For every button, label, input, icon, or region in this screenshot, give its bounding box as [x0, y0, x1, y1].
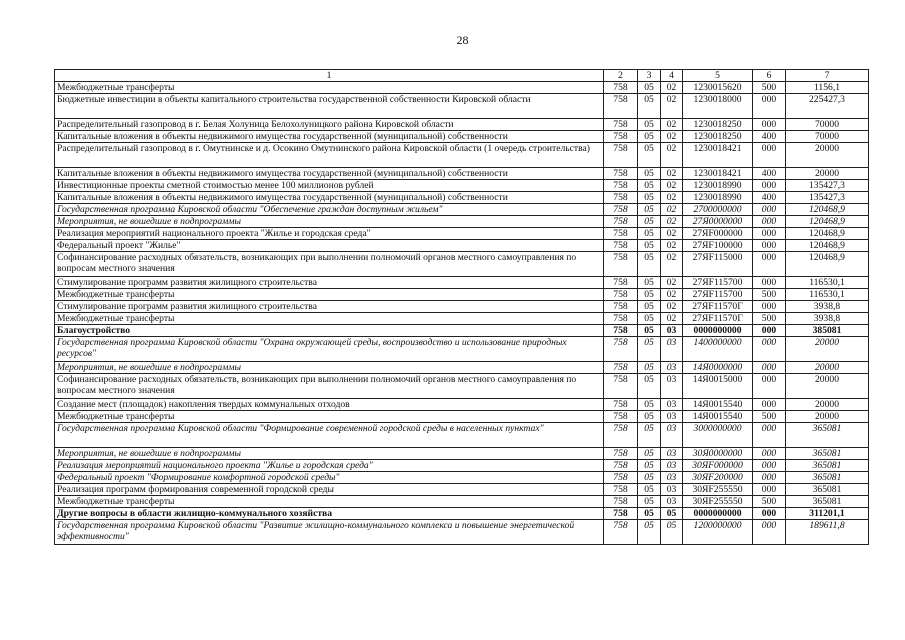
amount-cell: 365081	[786, 496, 869, 508]
amount-cell: 385081	[786, 325, 869, 337]
subsection-cell: 02	[661, 228, 683, 240]
admin-code-cell: 758	[604, 399, 638, 411]
expense-type-cell: 000	[753, 216, 786, 228]
table-row	[55, 143, 869, 168]
column-header: 3	[638, 70, 661, 82]
amount-cell: 116530,1	[786, 289, 869, 301]
subsection-cell: 03	[661, 411, 683, 423]
row-name-cell: Государственная программа Кировской области "Развитие жилищно-коммунального комплекса и повышение энергетической эффективности"	[55, 520, 604, 545]
expense-type-cell: 000	[753, 399, 786, 411]
section-cell: 05	[638, 301, 661, 313]
target-article-cell: 1400000000	[683, 337, 753, 362]
row-name-cell: Государственная программа Кировской области "Обеспечение граждан доступным жильем"	[55, 204, 604, 216]
subsection-cell: 03	[661, 460, 683, 472]
expense-type-cell: 000	[753, 508, 786, 520]
amount-cell: 70000	[786, 119, 869, 131]
section-cell: 05	[638, 204, 661, 216]
row-name-cell: Бюджетные инвестиции в объекты капитального строительства государственной собственности Кировской области	[55, 94, 604, 119]
admin-code-cell: 758	[604, 423, 638, 448]
expense-type-cell: 500	[753, 289, 786, 301]
admin-code-cell: 758	[604, 289, 638, 301]
subsection-cell: 02	[661, 143, 683, 168]
target-article-cell: 27ЯF115700	[683, 289, 753, 301]
table-row	[55, 289, 869, 301]
section-cell: 05	[638, 362, 661, 374]
column-header: 7	[786, 70, 869, 82]
target-article-cell: 30Я0000000	[683, 448, 753, 460]
target-article-cell: 27ЯF115000	[683, 252, 753, 277]
target-article-cell: 30ЯF200000	[683, 472, 753, 484]
target-article-cell: 14Я0015000	[683, 374, 753, 399]
amount-cell: 70000	[786, 131, 869, 143]
table-row	[55, 520, 869, 545]
section-cell: 05	[638, 448, 661, 460]
admin-code-cell: 758	[604, 374, 638, 399]
expense-type-cell: 000	[753, 277, 786, 289]
subsection-cell: 02	[661, 204, 683, 216]
row-name-cell: Межбюджетные трансферты	[55, 82, 604, 94]
amount-cell: 20000	[786, 362, 869, 374]
section-cell: 05	[638, 228, 661, 240]
table-row	[55, 399, 869, 411]
section-cell: 05	[638, 520, 661, 545]
section-cell: 05	[638, 325, 661, 337]
amount-cell: 120468,9	[786, 204, 869, 216]
row-name-cell: Капитальные вложения в объекты недвижимого имущества государственной (муниципальной) собственности	[55, 168, 604, 180]
subsection-cell: 02	[661, 301, 683, 313]
row-name-cell: Мероприятия, не вошедшие в подпрограммы	[55, 448, 604, 460]
expense-type-cell: 000	[753, 337, 786, 362]
row-name-cell: Федеральный проект "Формирование комфортной городской среды"	[55, 472, 604, 484]
subsection-cell: 02	[661, 289, 683, 301]
row-name-cell: Федеральный проект "Жилье"	[55, 240, 604, 252]
subsection-cell: 03	[661, 325, 683, 337]
amount-cell: 120468,9	[786, 240, 869, 252]
admin-code-cell: 758	[604, 337, 638, 362]
table-row	[55, 374, 869, 399]
expense-type-cell: 500	[753, 496, 786, 508]
row-name-cell: Реализация мероприятий национального проекта "Жилье и городская среда"	[55, 460, 604, 472]
target-article-cell: 1230018250	[683, 119, 753, 131]
section-cell: 05	[638, 472, 661, 484]
admin-code-cell: 758	[604, 168, 638, 180]
expense-type-cell: 000	[753, 460, 786, 472]
admin-code-cell: 758	[604, 362, 638, 374]
column-header: 5	[683, 70, 753, 82]
amount-cell: 189611,8	[786, 520, 869, 545]
subsection-cell: 02	[661, 240, 683, 252]
target-article-cell: 14Я0015540	[683, 411, 753, 423]
admin-code-cell: 758	[604, 82, 638, 94]
subsection-cell: 03	[661, 337, 683, 362]
admin-code-cell: 758	[604, 216, 638, 228]
expense-type-cell: 000	[753, 448, 786, 460]
expense-type-cell: 500	[753, 411, 786, 423]
row-name-cell: Государственная программа Кировской области "Охрана окружающей среды, воспроизводство и использование природных ресурсов"	[55, 337, 604, 362]
target-article-cell: 27ЯF100000	[683, 240, 753, 252]
admin-code-cell: 758	[604, 460, 638, 472]
table-row	[55, 216, 869, 228]
section-cell: 05	[638, 216, 661, 228]
target-article-cell: 27ЯF11570Г	[683, 301, 753, 313]
admin-code-cell: 758	[604, 192, 638, 204]
table-row	[55, 325, 869, 337]
admin-code-cell: 758	[604, 484, 638, 496]
row-name-cell: Благоустройство	[55, 325, 604, 337]
expense-type-cell: 000	[753, 484, 786, 496]
section-cell: 05	[638, 143, 661, 168]
expense-type-cell: 000	[753, 423, 786, 448]
expense-type-cell: 000	[753, 362, 786, 374]
amount-cell: 3938,8	[786, 301, 869, 313]
section-cell: 05	[638, 94, 661, 119]
expense-type-cell: 000	[753, 143, 786, 168]
table-row	[55, 411, 869, 423]
target-article-cell: 27ЯF11570Г	[683, 313, 753, 325]
target-article-cell: 1230018421	[683, 168, 753, 180]
row-name-cell: Другие вопросы в области жилищно-коммунального хозяйства	[55, 508, 604, 520]
admin-code-cell: 758	[604, 277, 638, 289]
amount-cell: 365081	[786, 472, 869, 484]
admin-code-cell: 758	[604, 325, 638, 337]
subsection-cell: 03	[661, 472, 683, 484]
table-row	[55, 484, 869, 496]
table-row	[55, 448, 869, 460]
row-name-cell: Стимулирование программ развития жилищного строительства	[55, 277, 604, 289]
target-article-cell: 30ЯF255550	[683, 496, 753, 508]
section-cell: 05	[638, 337, 661, 362]
target-article-cell: 1230018250	[683, 131, 753, 143]
amount-cell: 311201,1	[786, 508, 869, 520]
row-name-cell: Мероприятия, не вошедшие в подпрограммы	[55, 362, 604, 374]
amount-cell: 120468,9	[786, 228, 869, 240]
row-name-cell: Межбюджетные трансферты	[55, 496, 604, 508]
row-name-cell: Софинансирование расходных обязательств, возникающих при выполнении полномочий органов местного самоуправления по вопросам местного значения	[55, 252, 604, 277]
row-name-cell: Инвестиционные проекты сметной стоимостью менее 100 миллионов рублей	[55, 180, 604, 192]
admin-code-cell: 758	[604, 94, 638, 119]
admin-code-cell: 758	[604, 520, 638, 545]
table-body	[55, 82, 869, 545]
subsection-cell: 02	[661, 82, 683, 94]
admin-code-cell: 758	[604, 448, 638, 460]
target-article-cell: 30ЯF000000	[683, 460, 753, 472]
section-cell: 05	[638, 82, 661, 94]
admin-code-cell: 758	[604, 240, 638, 252]
expense-type-cell: 000	[753, 520, 786, 545]
amount-cell: 365081	[786, 448, 869, 460]
row-name-cell: Распределительный газопровод в г. Омутнинске и д. Осокино Омутнинского района Кировской области (1 очередь строительства)	[55, 143, 604, 168]
amount-cell: 1156,1	[786, 82, 869, 94]
subsection-cell: 02	[661, 94, 683, 119]
expense-type-cell: 400	[753, 192, 786, 204]
expense-type-cell: 000	[753, 301, 786, 313]
section-cell: 05	[638, 168, 661, 180]
table-row	[55, 131, 869, 143]
admin-code-cell: 758	[604, 508, 638, 520]
section-cell: 05	[638, 484, 661, 496]
target-article-cell: 27ЯF000000	[683, 228, 753, 240]
row-name-cell: Реализация мероприятий национального проекта "Жилье и городская среда"	[55, 228, 604, 240]
section-cell: 05	[638, 411, 661, 423]
section-cell: 05	[638, 277, 661, 289]
admin-code-cell: 758	[604, 301, 638, 313]
subsection-cell: 03	[661, 362, 683, 374]
target-article-cell: 1230018000	[683, 94, 753, 119]
amount-cell: 20000	[786, 168, 869, 180]
expense-type-cell: 000	[753, 180, 786, 192]
target-article-cell: 3000000000	[683, 423, 753, 448]
amount-cell: 20000	[786, 337, 869, 362]
amount-cell: 116530,1	[786, 277, 869, 289]
table-row	[55, 460, 869, 472]
amount-cell: 20000	[786, 374, 869, 399]
section-cell: 05	[638, 131, 661, 143]
table-row	[55, 204, 869, 216]
table-row	[55, 119, 869, 131]
amount-cell: 3938,8	[786, 313, 869, 325]
expense-type-cell: 000	[753, 119, 786, 131]
expense-type-cell: 000	[753, 325, 786, 337]
column-header: 6	[753, 70, 786, 82]
target-article-cell: 1200000000	[683, 520, 753, 545]
admin-code-cell: 758	[604, 131, 638, 143]
amount-cell: 225427,3	[786, 94, 869, 119]
expense-type-cell: 000	[753, 252, 786, 277]
row-name-cell: Распределительный газопровод в г. Белая Холуница Белохолуницкого района Кировской области	[55, 119, 604, 131]
column-header: 1	[55, 70, 604, 82]
target-article-cell: 1230018421	[683, 143, 753, 168]
amount-cell: 20000	[786, 143, 869, 168]
row-name-cell: Капитальные вложения в объекты недвижимого имущества государственной (муниципальной) собственности	[55, 192, 604, 204]
target-article-cell: 27Я0000000	[683, 216, 753, 228]
table-row	[55, 192, 869, 204]
table-row	[55, 168, 869, 180]
table-row	[55, 277, 869, 289]
expense-type-cell: 000	[753, 228, 786, 240]
expense-type-cell: 000	[753, 204, 786, 216]
table-row	[55, 301, 869, 313]
admin-code-cell: 758	[604, 496, 638, 508]
target-article-cell: 1230015620	[683, 82, 753, 94]
table-row	[55, 496, 869, 508]
section-cell: 05	[638, 508, 661, 520]
subsection-cell: 02	[661, 216, 683, 228]
subsection-cell: 03	[661, 496, 683, 508]
admin-code-cell: 758	[604, 472, 638, 484]
admin-code-cell: 758	[604, 252, 638, 277]
subsection-cell: 03	[661, 448, 683, 460]
target-article-cell: 30ЯF255550	[683, 484, 753, 496]
amount-cell: 365081	[786, 423, 869, 448]
subsection-cell: 02	[661, 119, 683, 131]
budget-table	[54, 69, 869, 545]
subsection-cell: 05	[661, 520, 683, 545]
table-row	[55, 362, 869, 374]
admin-code-cell: 758	[604, 119, 638, 131]
row-name-cell: Государственная программа Кировской области "Формирование современной городской среды в населенных пунктах"	[55, 423, 604, 448]
table-row	[55, 313, 869, 325]
expense-type-cell: 500	[753, 313, 786, 325]
table-row	[55, 180, 869, 192]
table-row	[55, 228, 869, 240]
target-article-cell: 1230018990	[683, 180, 753, 192]
row-name-cell: Межбюджетные трансферты	[55, 289, 604, 301]
admin-code-cell: 758	[604, 411, 638, 423]
expense-type-cell: 400	[753, 131, 786, 143]
row-name-cell: Капитальные вложения в объекты недвижимого имущества государственной (муниципальной) собственности	[55, 131, 604, 143]
target-article-cell: 14Я0000000	[683, 362, 753, 374]
admin-code-cell: 758	[604, 143, 638, 168]
expense-type-cell: 500	[753, 82, 786, 94]
section-cell: 05	[638, 240, 661, 252]
target-article-cell: 0000000000	[683, 508, 753, 520]
amount-cell: 120468,9	[786, 216, 869, 228]
section-cell: 05	[638, 496, 661, 508]
amount-cell: 365081	[786, 484, 869, 496]
amount-cell: 135427,3	[786, 192, 869, 204]
section-cell: 05	[638, 423, 661, 448]
amount-cell: 365081	[786, 460, 869, 472]
column-header: 2	[604, 70, 638, 82]
row-name-cell: Софинансирование расходных обязательств, возникающих при выполнении полномочий органов местного самоуправления по вопросам местного значения	[55, 374, 604, 399]
admin-code-cell: 758	[604, 180, 638, 192]
row-name-cell: Мероприятия, не вошедшие в подпрограммы	[55, 216, 604, 228]
table-row	[55, 423, 869, 448]
section-cell: 05	[638, 119, 661, 131]
expense-type-cell: 000	[753, 240, 786, 252]
subsection-cell: 03	[661, 423, 683, 448]
page-number: 28	[456, 33, 469, 47]
expense-type-cell: 000	[753, 472, 786, 484]
table-row	[55, 82, 869, 94]
subsection-cell: 02	[661, 252, 683, 277]
section-cell: 05	[638, 460, 661, 472]
row-name-cell: Межбюджетные трансферты	[55, 411, 604, 423]
target-article-cell: 2700000000	[683, 204, 753, 216]
section-cell: 05	[638, 289, 661, 301]
subsection-cell: 02	[661, 313, 683, 325]
section-cell: 05	[638, 313, 661, 325]
amount-cell: 120468,9	[786, 252, 869, 277]
subsection-cell: 03	[661, 374, 683, 399]
table-row	[55, 252, 869, 277]
amount-cell: 20000	[786, 411, 869, 423]
section-cell: 05	[638, 192, 661, 204]
subsection-cell: 02	[661, 168, 683, 180]
row-name-cell: Межбюджетные трансферты	[55, 313, 604, 325]
subsection-cell: 03	[661, 484, 683, 496]
table-header-row	[55, 70, 869, 82]
admin-code-cell: 758	[604, 228, 638, 240]
table-row	[55, 508, 869, 520]
subsection-cell: 02	[661, 192, 683, 204]
table-row	[55, 337, 869, 362]
row-name-cell: Реализация программ формирования современной городской среды	[55, 484, 604, 496]
target-article-cell: 14Я0015540	[683, 399, 753, 411]
table-row	[55, 240, 869, 252]
admin-code-cell: 758	[604, 204, 638, 216]
table-row	[55, 94, 869, 119]
amount-cell: 135427,3	[786, 180, 869, 192]
table-row	[55, 472, 869, 484]
subsection-cell: 03	[661, 399, 683, 411]
section-cell: 05	[638, 180, 661, 192]
section-cell: 05	[638, 252, 661, 277]
amount-cell: 20000	[786, 399, 869, 411]
subsection-cell: 02	[661, 131, 683, 143]
row-name-cell: Стимулирование программ развития жилищного строительства	[55, 301, 604, 313]
target-article-cell: 0000000000	[683, 325, 753, 337]
subsection-cell: 02	[661, 180, 683, 192]
expense-type-cell: 400	[753, 168, 786, 180]
subsection-cell: 05	[661, 508, 683, 520]
target-article-cell: 27ЯF115700	[683, 277, 753, 289]
section-cell: 05	[638, 399, 661, 411]
admin-code-cell: 758	[604, 313, 638, 325]
target-article-cell: 1230018990	[683, 192, 753, 204]
expense-type-cell: 000	[753, 374, 786, 399]
row-name-cell: Создание мест (площадок) накопления твердых коммунальных отходов	[55, 399, 604, 411]
section-cell: 05	[638, 374, 661, 399]
column-header: 4	[661, 70, 683, 82]
subsection-cell: 02	[661, 277, 683, 289]
expense-type-cell: 000	[753, 94, 786, 119]
